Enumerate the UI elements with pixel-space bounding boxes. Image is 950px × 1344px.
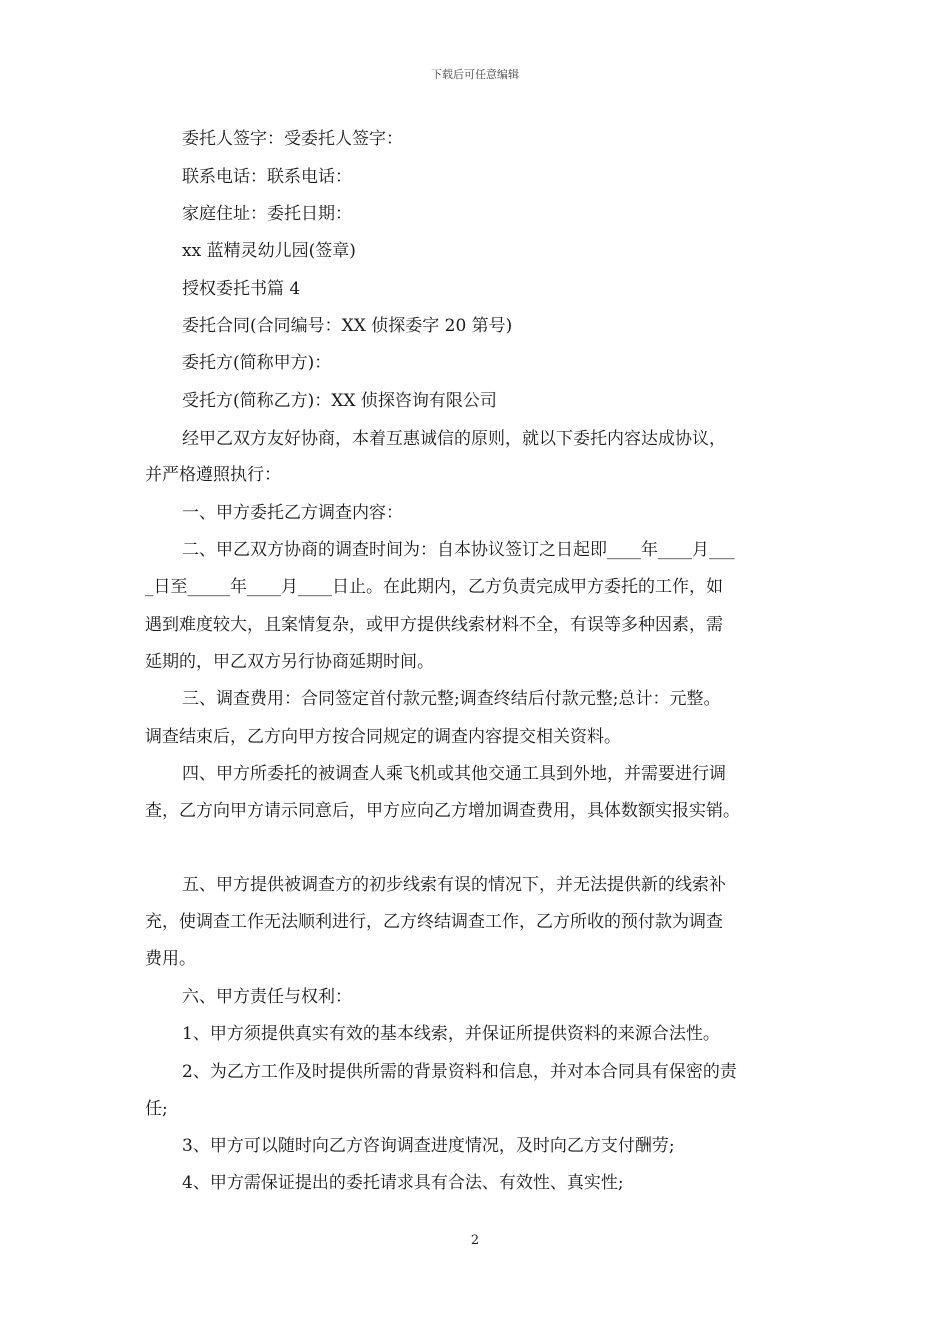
text-line: 2、为乙方工作及时提供所需的背景资料和信息，并对本合同具有保密的责 <box>182 1062 737 1082</box>
text-line: 授权委托书篇 4 <box>182 279 301 299</box>
text-line: 一、甲方委托乙方调查内容： <box>182 503 403 523</box>
text-line: 充，使调查工作无法顺利进行，乙方终结调查工作，乙方所收的预付款为调查 <box>145 912 723 932</box>
page-header: 下载后可任意编辑 <box>431 68 519 81</box>
text-line: 家庭住址：委托日期： <box>182 204 352 224</box>
text-line: 3、甲方可以随时向乙方咨询调查进度情况，及时向乙方支付酬劳; <box>182 1136 675 1156</box>
text-line: 经甲乙双方友好协商，本着互惠诚信的原则，就以下委托内容达成协议， <box>182 429 726 449</box>
text-line: 四、甲方所委托的被调查人乘飞机或其他交通工具到外地，并需要进行调 <box>182 764 726 784</box>
text-line: 调查结束后，乙方向甲方按合同规定的调查内容提交相关资料。 <box>145 727 621 747</box>
text-line: xx 蓝精灵幼儿园(签章) <box>182 241 356 261</box>
text-line: 三、调查费用：合同签定首付款元整;调查终结后付款元整;总计：元整。 <box>182 689 721 709</box>
text-line: 并严格遵照执行： <box>145 465 281 485</box>
text-line: 4、甲方需保证提出的委托请求具有合法、有效性、真实性; <box>182 1173 624 1193</box>
text-line: 费用。 <box>145 949 196 969</box>
text-line: 查，乙方向甲方请示同意后，甲方应向乙方增加调查费用，具体数额实报实销。 <box>145 801 740 821</box>
text-line: _日至_____年____月____日止。在此期内，乙方负责完成甲方委托的工作，如 <box>145 577 723 597</box>
text-line: 五、甲方提供被调查方的初步线索有误的情况下，并无法提供新的线索补 <box>182 875 726 895</box>
text-line: 受托方(简称乙方)：XX 侦探咨询有限公司 <box>182 391 497 411</box>
text-line: 委托方(简称甲方)： <box>182 353 332 373</box>
page-number: 2 <box>470 1233 480 1248</box>
text-line: 联系电话：联系电话： <box>182 167 352 187</box>
text-line: 六、甲方责任与权利： <box>182 987 352 1007</box>
text-line: 委托合同(合同编号：XX 侦探委字 20 第号) <box>182 316 513 336</box>
text-line: 遇到难度较大，且案情复杂，或甲方提供线索材料不全，有误等多种因素，需 <box>145 615 723 635</box>
text-line: 任; <box>145 1099 168 1119</box>
text-line: 二、甲乙双方协商的调查时间为：自本协议签订之日起即____年____月___ <box>182 540 735 560</box>
text-line: 延期的，甲乙双方另行协商延期时间。 <box>145 652 434 672</box>
text-line: 委托人签字：受委托人签字： <box>182 129 403 149</box>
text-line: 1、甲方须提供真实有效的基本线索，并保证所提供资料的来源合法性。 <box>182 1024 720 1044</box>
